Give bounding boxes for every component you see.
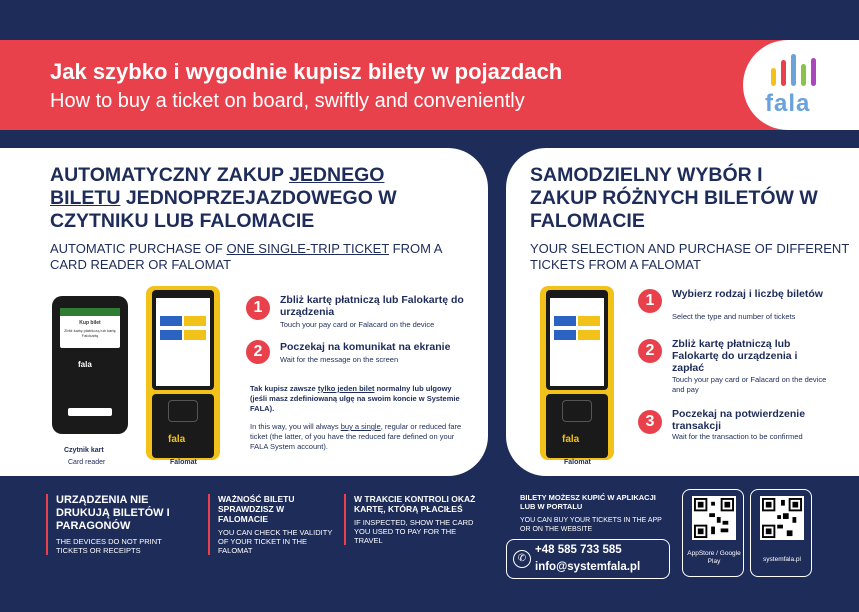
caption-falomat-left: Falomat	[170, 459, 197, 466]
right-step-2-en: Touch your pay card or Falacard on the device and pay	[672, 375, 827, 394]
falomat-image	[146, 286, 220, 460]
caption-reader-pl: Czytnik kart	[64, 447, 104, 454]
note-pl: Tak kupisz zawsze tylko jeden bilet normalny lub ulgowy (jeśli masz zdefiniowaną ulgę na swoim koncie w Systemie FALA).	[250, 384, 460, 413]
step-1-en: Touch your pay card or Falacard on the device	[280, 320, 435, 329]
email-address[interactable]: info@systemfala.pl	[535, 561, 641, 573]
right-step-number-3: 3	[638, 410, 662, 434]
left-heading-en	[50, 241, 460, 273]
right-heading-en: YOUR SELECTION AND PURCHASE OF DIFFERENT TICKETS FROM A FALOMAT	[530, 241, 850, 272]
header-banner	[0, 40, 859, 130]
info-no-print-pl: URZĄDZENIA NIE DRUKUJĄ BILETÓW I PARAGONÓW	[56, 494, 170, 532]
right-step-1-en: Select the type and number of tickets	[672, 312, 796, 321]
left-heading-pl-part2: JEDNOPRZEJAZDOWEGO W CZYTNIKU LUB FALOMACIE	[50, 187, 397, 232]
right-step-number-1: 1	[638, 289, 662, 313]
portal-en: YOU CAN BUY YOUR TICKETS IN THE APP OR ON THE WEBSITE	[520, 517, 662, 533]
payment-cards-icon	[68, 408, 112, 416]
falomat-screen-right	[550, 298, 604, 386]
left-heading-en-part2: FROM A CARD READER OR FALOMAT	[50, 241, 442, 272]
right-step-3-en: Wait for the transaction to be confirmed	[672, 432, 803, 441]
right-panel	[506, 148, 859, 476]
left-panel	[0, 148, 488, 476]
fala-logo-text: fala	[765, 90, 811, 117]
info-validity-pl: WAŻNOŚĆ BILETU SPRAWDZISZ W FALOMACIE	[218, 494, 295, 524]
page-subtitle: How to buy a ticket on board, swiftly and conveniently	[50, 90, 525, 112]
step-number-2: 2	[246, 340, 270, 364]
card-reader-image	[52, 296, 128, 434]
info-no-print	[46, 494, 186, 555]
qr-code-icon	[692, 496, 736, 540]
falomat-logo-right: fala	[562, 434, 580, 445]
fala-logo	[743, 40, 859, 130]
falomat-logo: fala	[168, 434, 186, 445]
caption-reader-en: Card reader	[68, 459, 106, 466]
nfc-reader-icon	[562, 400, 592, 422]
reader-screen-sub: Zbliż kartę płatniczą lub kartę Falokartę	[64, 328, 116, 338]
nfc-reader-icon	[168, 400, 198, 422]
caption-falomat-right: Falomat	[564, 459, 591, 466]
left-heading-pl	[50, 164, 450, 233]
portal-pl: BILETY MOŻESZ KUPIĆ W APLIKACJI LUB W PORTALU	[520, 493, 656, 511]
qr-code-icon	[760, 496, 804, 540]
left-heading-en-part1: AUTOMATIC PURCHASE OF	[50, 241, 227, 256]
qr-app[interactable]	[682, 489, 744, 577]
left-heading-en-underlined: ONE SINGLE-TRIP TICKET	[226, 241, 390, 256]
right-step-number-2: 2	[638, 339, 662, 363]
step-2-en: Wait for the message on the screen	[280, 355, 399, 364]
info-validity	[208, 494, 336, 555]
falomat-screen	[156, 298, 210, 386]
info-inspection	[344, 494, 484, 545]
page-title: Jak szybko i wygodnie kupisz bilety w pojazdach	[50, 59, 563, 84]
step-number-1: 1	[246, 296, 270, 320]
card-reader-screen	[60, 308, 120, 348]
left-heading-pl-part1: AUTOMATYCZNY ZAKUP	[50, 164, 290, 186]
fala-logo-icon	[767, 54, 827, 90]
phone-icon: ✆	[513, 550, 531, 568]
falomat-image-right	[540, 286, 614, 460]
right-step-1-pl: Wybierz rodzaj i liczbę biletów	[672, 288, 823, 300]
info-validity-en: YOU CAN CHECK THE VALIDITY OF YOUR TICKET IN THE FALOMAT	[218, 528, 333, 555]
reader-logo: fala	[78, 360, 92, 369]
phone-number[interactable]: +48 585 733 585	[535, 544, 622, 556]
reader-screen-title: Kup bilet	[79, 320, 101, 326]
contact-box	[506, 539, 670, 579]
info-no-print-en: THE DEVICES DO NOT PRINT TICKETS OR RECEIPTS	[56, 537, 162, 555]
step-2-pl: Poczekaj na komunikat na ekranie	[280, 341, 451, 353]
qr-web-label: systemfala.pl	[763, 556, 801, 563]
info-inspection-en: IF INSPECTED, SHOW THE CARD YOU USED TO PAY FOR THE TRAVEL	[354, 518, 474, 545]
step-1-pl: Zbliż kartę płatniczą lub Falokartę do urządzenia	[280, 294, 464, 318]
qr-app-label: AppStore / Google Play	[687, 550, 741, 565]
left-heading-pl-underlined: JEDNEGO BILETU	[50, 164, 385, 209]
right-step-3-pl: Poczekaj na potwierdzenie transakcji	[672, 408, 806, 432]
right-step-2-pl: Zbliż kartę płatniczą lub Falokartę do urządzenia i zapłać	[672, 338, 798, 374]
note-en: In this way, you will always buy a single, regular or reduced fare ticket (the latter, of you have the reduced fare defined on your FALA System account).	[250, 422, 462, 451]
right-heading-pl: SAMODZIELNY WYBÓR I ZAKUP RÓŻNYCH BILETÓW W FALOMACIE	[530, 164, 818, 232]
info-inspection-pl: W TRAKCIE KONTROLI OKAŻ KARTĘ, KTÓRĄ PŁACIŁEŚ	[354, 494, 476, 514]
qr-web[interactable]	[750, 489, 812, 577]
